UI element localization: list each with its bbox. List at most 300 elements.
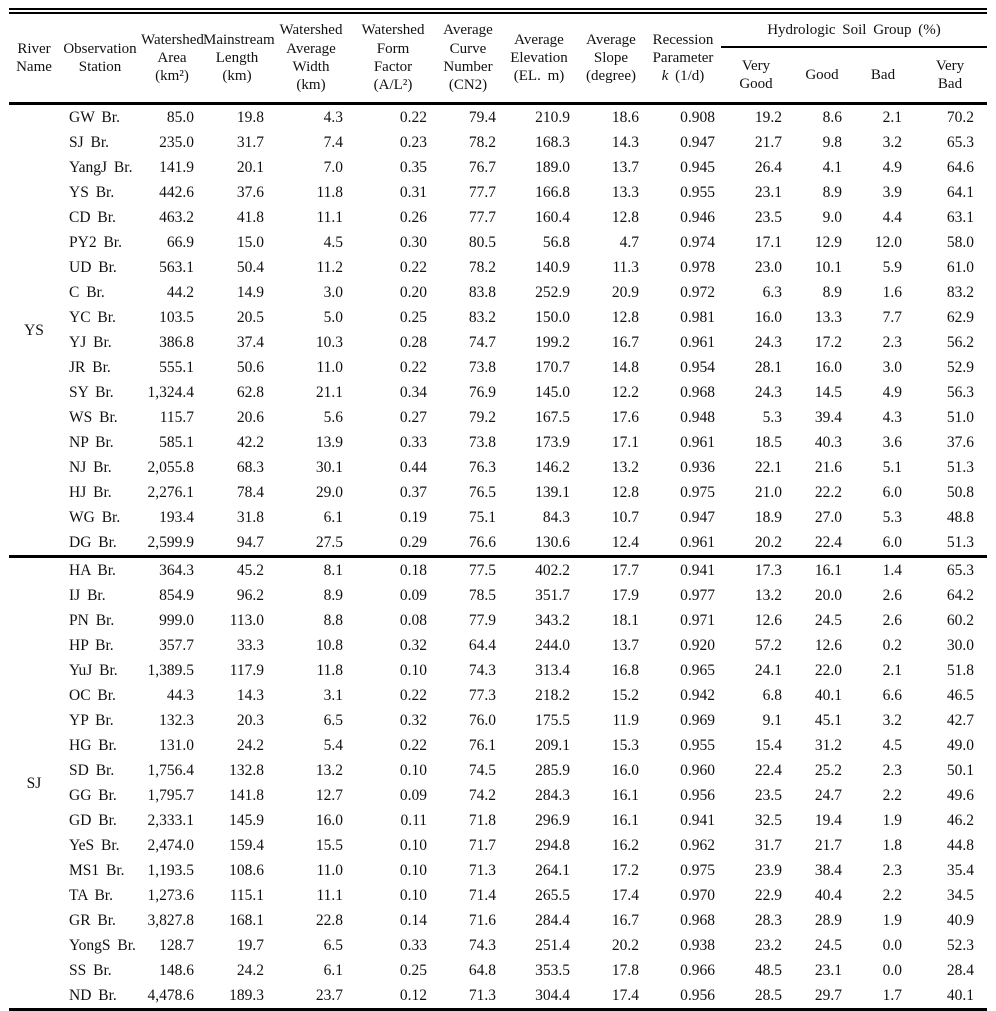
cell-curve_number: 74.7 xyxy=(468,334,496,351)
cell-slope: 20.2 xyxy=(611,937,639,954)
cell-soil_good: 4.1 xyxy=(822,159,842,176)
header-line: (km) xyxy=(296,77,326,94)
cell-soil_very_good: 6.3 xyxy=(762,284,782,301)
header-line: Average xyxy=(286,40,336,57)
cell-length: 45.2 xyxy=(236,562,264,579)
header-line: (degree) xyxy=(586,68,636,85)
cell-station: SD Br. xyxy=(69,762,115,779)
cell-area: 2,474.0 xyxy=(147,837,194,854)
cell-curve_number: 77.7 xyxy=(468,209,496,226)
header-hydrologic-soil-group: Hydrologic Soil Group (%) xyxy=(721,11,987,47)
cell-soil_very_good: 23.5 xyxy=(754,787,782,804)
cell-soil_very_good: 32.5 xyxy=(754,812,782,829)
cell-length: 117.9 xyxy=(229,662,264,679)
cell-area: 555.1 xyxy=(159,359,194,376)
cell-recession_k: 0.945 xyxy=(680,159,715,176)
header-line: (EL. m) xyxy=(513,68,565,85)
cell-recession_k: 0.941 xyxy=(680,562,715,579)
cell-length: 189.3 xyxy=(229,987,264,1004)
cell-recession_k: 0.947 xyxy=(680,134,715,151)
cell-soil_bad: 0.0 xyxy=(882,937,902,954)
cell-area: 2,055.8 xyxy=(147,459,194,476)
cell-area: 44.2 xyxy=(166,284,194,301)
cell-area: 235.0 xyxy=(159,134,194,151)
table-row xyxy=(9,405,987,430)
cell-width: 5.0 xyxy=(323,309,343,326)
cell-station: GD Br. xyxy=(69,812,117,829)
cell-slope: 16.7 xyxy=(611,334,639,351)
cell-elevation: 160.4 xyxy=(535,209,570,226)
cell-soil_very_bad: 61.0 xyxy=(946,259,974,276)
cell-soil_very_bad: 28.4 xyxy=(946,962,974,979)
cell-soil_good: 20.0 xyxy=(814,587,842,604)
cell-recession_k: 0.966 xyxy=(680,962,715,979)
header-line: Good xyxy=(805,66,839,83)
cell-soil_bad: 3.2 xyxy=(882,134,902,151)
cell-curve_number: 77.5 xyxy=(468,562,496,579)
cell-station: YuJ Br. xyxy=(69,662,118,679)
cell-soil_good: 29.7 xyxy=(814,987,842,1004)
table-row xyxy=(9,104,987,131)
cell-soil_very_good: 23.9 xyxy=(754,862,782,879)
cell-soil_bad: 0.0 xyxy=(882,962,902,979)
cell-station: HJ Br. xyxy=(69,484,112,501)
header-line: (CN2) xyxy=(448,77,488,94)
cell-soil_very_bad: 62.9 xyxy=(946,309,974,326)
cell-curve_number: 77.3 xyxy=(468,687,496,704)
cell-recession_k: 0.960 xyxy=(680,762,715,779)
cell-curve_number: 83.2 xyxy=(468,309,496,326)
cell-curve_number: 73.8 xyxy=(468,359,496,376)
recession-k-symbol: k xyxy=(661,68,669,85)
cell-elevation: 209.1 xyxy=(535,737,570,754)
cell-elevation: 343.2 xyxy=(535,612,570,629)
cell-soil_very_bad: 50.8 xyxy=(946,484,974,501)
cell-station: SJ Br. xyxy=(69,134,110,151)
cell-soil_very_good: 5.3 xyxy=(762,409,782,426)
table-row xyxy=(9,808,987,833)
cell-area: 131.0 xyxy=(159,737,194,754)
cell-area: 1,324.4 xyxy=(147,384,194,401)
cell-width: 11.8 xyxy=(316,184,343,201)
table-row xyxy=(9,683,987,708)
cell-soil_good: 23.1 xyxy=(814,962,842,979)
table-header xyxy=(9,11,987,104)
cell-length: 19.7 xyxy=(236,937,264,954)
header-watershed-form-factor xyxy=(351,11,435,104)
cell-soil_bad: 2.1 xyxy=(882,109,902,126)
cell-soil_good: 24.5 xyxy=(814,612,842,629)
cell-form_factor: 0.11 xyxy=(400,812,427,829)
cell-length: 68.3 xyxy=(236,459,264,476)
cell-slope: 16.0 xyxy=(611,762,639,779)
cell-width: 16.0 xyxy=(315,812,343,829)
cell-width: 8.9 xyxy=(323,587,343,604)
cell-station: DG Br. xyxy=(69,534,117,551)
cell-form_factor: 0.09 xyxy=(399,787,427,804)
header-line: (km) xyxy=(222,68,252,85)
cell-elevation: 150.0 xyxy=(535,309,570,326)
cell-soil_very_bad: 65.3 xyxy=(946,562,974,579)
cell-station: SS Br. xyxy=(69,962,112,979)
cell-form_factor: 0.20 xyxy=(399,284,427,301)
cell-slope: 17.9 xyxy=(611,587,639,604)
cell-recession_k: 0.947 xyxy=(680,509,715,526)
cell-elevation: 139.1 xyxy=(535,484,570,501)
header-line: Average xyxy=(586,31,636,48)
header-line: Curve xyxy=(449,40,487,57)
cell-length: 31.8 xyxy=(236,509,264,526)
cell-length: 50.4 xyxy=(236,259,264,276)
cell-recession_k: 0.961 xyxy=(680,334,715,351)
cell-soil_good: 9.8 xyxy=(822,134,842,151)
cell-curve_number: 74.3 xyxy=(468,937,496,954)
table-row xyxy=(9,255,987,280)
cell-width: 13.9 xyxy=(315,434,343,451)
table-row xyxy=(9,833,987,858)
cell-curve_number: 79.2 xyxy=(468,409,496,426)
table-row xyxy=(9,758,987,783)
cell-length: 20.6 xyxy=(236,409,264,426)
cell-width: 30.1 xyxy=(315,459,343,476)
cell-soil_good: 12.9 xyxy=(814,234,842,251)
cell-curve_number: 74.2 xyxy=(468,787,496,804)
cell-station: C Br. xyxy=(69,284,105,301)
cell-recession_k: 0.946 xyxy=(680,209,715,226)
cell-form_factor: 0.22 xyxy=(399,687,427,704)
cell-soil_very_good: 57.2 xyxy=(754,637,782,654)
cell-form_factor: 0.14 xyxy=(399,912,427,929)
cell-form_factor: 0.35 xyxy=(399,159,427,176)
cell-station: OC Br. xyxy=(69,687,116,704)
cell-elevation: 294.8 xyxy=(535,837,570,854)
cell-soil_very_good: 16.0 xyxy=(754,309,782,326)
cell-length: 14.9 xyxy=(236,284,264,301)
cell-area: 128.7 xyxy=(159,937,194,954)
cell-curve_number: 76.0 xyxy=(468,712,496,729)
cell-station: YeS Br. xyxy=(69,837,120,854)
cell-width: 27.5 xyxy=(315,534,343,551)
cell-soil_very_bad: 44.8 xyxy=(946,837,974,854)
table-row xyxy=(9,330,987,355)
cell-recession_k: 0.968 xyxy=(680,912,715,929)
cell-elevation: 265.5 xyxy=(535,887,570,904)
cell-width: 8.1 xyxy=(323,562,343,579)
cell-slope: 13.3 xyxy=(611,184,639,201)
cell-soil_good: 22.0 xyxy=(814,662,842,679)
cell-length: 50.6 xyxy=(236,359,264,376)
cell-recession_k: 0.941 xyxy=(680,812,715,829)
cell-station: NJ Br. xyxy=(69,459,112,476)
header-observation-station xyxy=(59,11,141,104)
cell-area: 442.6 xyxy=(159,184,194,201)
cell-soil_good: 10.1 xyxy=(814,259,842,276)
cell-station: YangJ Br. xyxy=(69,159,133,176)
table-row xyxy=(9,557,987,584)
cell-soil_very_bad: 30.0 xyxy=(946,637,974,654)
cell-slope: 14.8 xyxy=(611,359,639,376)
cell-recession_k: 0.955 xyxy=(680,737,715,754)
header-line: Number xyxy=(443,59,493,75)
cell-slope: 18.6 xyxy=(611,109,639,126)
cell-area: 193.4 xyxy=(159,509,194,526)
cell-area: 141.9 xyxy=(159,159,194,176)
cell-recession_k: 0.942 xyxy=(680,687,715,704)
cell-area: 1,273.6 xyxy=(147,887,194,904)
river-name-label: SJ xyxy=(26,774,42,792)
cell-soil_very_bad: 52.3 xyxy=(946,937,974,954)
cell-soil_bad: 2.3 xyxy=(882,334,902,351)
header-line: (A/L²) xyxy=(373,77,413,94)
cell-soil_good: 25.2 xyxy=(814,762,842,779)
cell-slope: 15.2 xyxy=(611,687,639,704)
cell-recession_k: 0.970 xyxy=(680,887,715,904)
cell-soil_good: 22.4 xyxy=(814,534,842,551)
table-row xyxy=(9,958,987,983)
table-row xyxy=(9,608,987,633)
cell-soil_bad: 4.3 xyxy=(882,409,902,426)
cell-curve_number: 73.8 xyxy=(468,434,496,451)
cell-length: 33.3 xyxy=(236,637,264,654)
cell-form_factor: 0.30 xyxy=(399,234,427,251)
cell-recession_k: 0.938 xyxy=(680,937,715,954)
cell-slope: 12.8 xyxy=(611,484,639,501)
cell-form_factor: 0.32 xyxy=(399,637,427,654)
cell-form_factor: 0.25 xyxy=(399,309,427,326)
table-row xyxy=(9,505,987,530)
cell-slope: 12.8 xyxy=(611,209,639,226)
cell-form_factor: 0.33 xyxy=(399,434,427,451)
cell-soil_very_bad: 40.9 xyxy=(946,912,974,929)
cell-soil_bad: 3.0 xyxy=(882,359,902,376)
cell-length: 14.3 xyxy=(236,687,264,704)
cell-form_factor: 0.34 xyxy=(399,384,427,401)
cell-elevation: 130.6 xyxy=(535,534,570,551)
header-line: Length xyxy=(215,49,259,66)
cell-soil_very_bad: 34.5 xyxy=(946,887,974,904)
cell-form_factor: 0.23 xyxy=(399,134,427,151)
cell-soil_good: 16.1 xyxy=(814,562,842,579)
cell-station: JR Br. xyxy=(69,359,111,376)
cell-soil_bad: 4.9 xyxy=(882,384,902,401)
header-line: Very xyxy=(935,57,965,74)
cell-slope: 16.2 xyxy=(611,837,639,854)
cell-soil_very_good: 24.3 xyxy=(754,334,782,351)
cell-length: 141.8 xyxy=(229,787,264,804)
cell-length: 20.1 xyxy=(236,159,264,176)
river-group-sj xyxy=(9,557,987,1010)
cell-slope: 17.6 xyxy=(611,409,639,426)
table-row xyxy=(9,733,987,758)
cell-curve_number: 76.9 xyxy=(468,384,496,401)
cell-slope: 12.8 xyxy=(611,309,639,326)
table-row xyxy=(9,883,987,908)
cell-form_factor: 0.25 xyxy=(399,962,427,979)
cell-soil_very_bad: 50.1 xyxy=(946,762,974,779)
cell-elevation: 296.9 xyxy=(535,812,570,829)
cell-width: 22.8 xyxy=(315,912,343,929)
header-line: Observation xyxy=(63,40,137,57)
cell-slope: 17.1 xyxy=(611,434,639,451)
header-soil-very-bad xyxy=(913,47,987,104)
cell-length: 20.3 xyxy=(236,712,264,729)
cell-area: 1,756.4 xyxy=(147,762,194,779)
cell-soil_bad: 4.5 xyxy=(882,737,902,754)
cell-soil_good: 38.4 xyxy=(814,862,842,879)
cell-form_factor: 0.10 xyxy=(399,862,427,879)
cell-elevation: 353.5 xyxy=(535,962,570,979)
table-row xyxy=(9,480,987,505)
cell-slope: 12.4 xyxy=(611,534,639,551)
cell-soil_very_bad: 83.2 xyxy=(946,284,974,301)
cell-form_factor: 0.12 xyxy=(399,987,427,1004)
cell-soil_good: 19.4 xyxy=(814,812,842,829)
cell-station: IJ Br. xyxy=(69,587,106,604)
cell-soil_very_bad: 46.5 xyxy=(946,687,974,704)
cell-station: YC Br. xyxy=(69,309,116,326)
cell-soil_good: 40.1 xyxy=(814,687,842,704)
cell-soil_good: 8.6 xyxy=(822,109,842,126)
cell-length: 24.2 xyxy=(236,962,264,979)
header-line: Elevation xyxy=(510,49,568,66)
cell-area: 132.3 xyxy=(159,712,194,729)
cell-width: 7.4 xyxy=(323,134,343,151)
cell-width: 5.4 xyxy=(323,737,343,754)
cell-soil_very_good: 6.8 xyxy=(762,687,782,704)
cell-soil_very_good: 18.9 xyxy=(754,509,782,526)
cell-soil_very_bad: 65.3 xyxy=(946,134,974,151)
cell-width: 10.3 xyxy=(315,334,343,351)
cell-form_factor: 0.31 xyxy=(399,184,427,201)
cell-soil_very_bad: 51.0 xyxy=(946,409,974,426)
cell-slope: 16.1 xyxy=(611,787,639,804)
cell-soil_good: 9.0 xyxy=(822,209,842,226)
cell-curve_number: 78.5 xyxy=(468,587,496,604)
cell-curve_number: 64.4 xyxy=(468,637,496,654)
table-row xyxy=(9,708,987,733)
cell-form_factor: 0.27 xyxy=(399,409,427,426)
cell-length: 42.2 xyxy=(236,434,264,451)
cell-station: NP Br. xyxy=(69,434,114,451)
cell-soil_bad: 0.2 xyxy=(882,637,902,654)
cell-soil_good: 13.3 xyxy=(814,309,842,326)
cell-soil_good: 8.9 xyxy=(822,184,842,201)
cell-soil_good: 17.2 xyxy=(814,334,842,351)
cell-elevation: 173.9 xyxy=(535,434,570,451)
header-soil-bad xyxy=(853,47,913,104)
cell-soil_very_bad: 60.2 xyxy=(946,612,974,629)
cell-soil_very_bad: 52.9 xyxy=(946,359,974,376)
cell-elevation: 284.3 xyxy=(535,787,570,804)
cell-soil_bad: 2.6 xyxy=(882,587,902,604)
cell-curve_number: 74.5 xyxy=(468,762,496,779)
cell-soil_very_bad: 37.6 xyxy=(946,434,974,451)
cell-station: YS Br. xyxy=(69,184,115,201)
table-row xyxy=(9,230,987,255)
cell-length: 145.9 xyxy=(229,812,264,829)
header-line: Average xyxy=(514,31,564,48)
cell-soil_bad: 3.6 xyxy=(882,434,902,451)
cell-width: 15.5 xyxy=(315,837,343,854)
cell-soil_bad: 2.2 xyxy=(882,787,902,804)
cell-length: 24.2 xyxy=(236,737,264,754)
cell-station: PY2 Br. xyxy=(69,234,122,251)
cell-elevation: 56.8 xyxy=(542,234,570,251)
cell-soil_bad: 1.4 xyxy=(882,562,902,579)
cell-width: 6.1 xyxy=(323,962,343,979)
cell-soil_very_good: 15.4 xyxy=(754,737,782,754)
table-row xyxy=(9,658,987,683)
cell-soil_very_good: 23.2 xyxy=(754,937,782,954)
cell-curve_number: 80.5 xyxy=(468,234,496,251)
cell-curve_number: 71.3 xyxy=(468,862,496,879)
cell-station: YongS Br. xyxy=(69,937,136,954)
cell-elevation: 252.9 xyxy=(535,284,570,301)
cell-soil_bad: 12.0 xyxy=(874,234,902,251)
cell-slope: 17.8 xyxy=(611,962,639,979)
cell-recession_k: 0.955 xyxy=(680,184,715,201)
cell-recession_k: 0.956 xyxy=(680,987,715,1004)
cell-area: 563.1 xyxy=(159,259,194,276)
cell-width: 11.0 xyxy=(316,359,343,376)
cell-area: 364.3 xyxy=(159,562,194,579)
header-line: Width xyxy=(292,59,330,75)
cell-width: 12.7 xyxy=(315,787,343,804)
cell-width: 11.2 xyxy=(316,259,343,276)
cell-soil_bad: 1.6 xyxy=(882,284,902,301)
cell-station: GG Br. xyxy=(69,787,117,804)
cell-slope: 17.7 xyxy=(611,562,639,579)
cell-area: 2,333.1 xyxy=(147,812,194,829)
cell-soil_very_bad: 48.8 xyxy=(946,509,974,526)
header-line xyxy=(645,67,721,85)
cell-station: WG Br. xyxy=(69,509,121,526)
cell-area: 1,389.5 xyxy=(147,662,194,679)
table-row xyxy=(9,155,987,180)
cell-soil_bad: 2.3 xyxy=(882,762,902,779)
recession-unit: (1/d) xyxy=(668,68,705,85)
cell-recession_k: 0.975 xyxy=(680,484,715,501)
cell-soil_very_good: 17.3 xyxy=(754,562,782,579)
cell-soil_very_good: 19.2 xyxy=(754,109,782,126)
cell-width: 4.3 xyxy=(323,109,343,126)
cell-soil_very_good: 28.1 xyxy=(754,359,782,376)
cell-soil_very_good: 23.5 xyxy=(754,209,782,226)
cell-area: 66.9 xyxy=(166,234,194,251)
cell-form_factor: 0.29 xyxy=(399,534,427,551)
cell-width: 6.5 xyxy=(323,937,343,954)
header-line: Recession xyxy=(652,31,714,48)
cell-area: 44.3 xyxy=(166,687,194,704)
table-row xyxy=(9,130,987,155)
cell-curve_number: 71.4 xyxy=(468,887,496,904)
cell-soil_very_good: 21.7 xyxy=(754,134,782,151)
cell-area: 585.1 xyxy=(159,434,194,451)
cell-curve_number: 77.9 xyxy=(468,612,496,629)
cell-station: PN Br. xyxy=(69,612,115,629)
cell-soil_very_bad: 42.7 xyxy=(946,712,974,729)
cell-elevation: 84.3 xyxy=(542,509,570,526)
cell-soil_bad: 4.9 xyxy=(882,159,902,176)
cell-curve_number: 71.8 xyxy=(468,812,496,829)
cell-soil_good: 21.7 xyxy=(814,837,842,854)
cell-soil_very_good: 24.1 xyxy=(754,662,782,679)
header-average-curve-number xyxy=(435,11,501,104)
cell-slope: 10.7 xyxy=(611,509,639,526)
cell-length: 94.7 xyxy=(236,534,264,551)
cell-slope: 11.3 xyxy=(612,259,639,276)
cell-elevation: 146.2 xyxy=(535,459,570,476)
